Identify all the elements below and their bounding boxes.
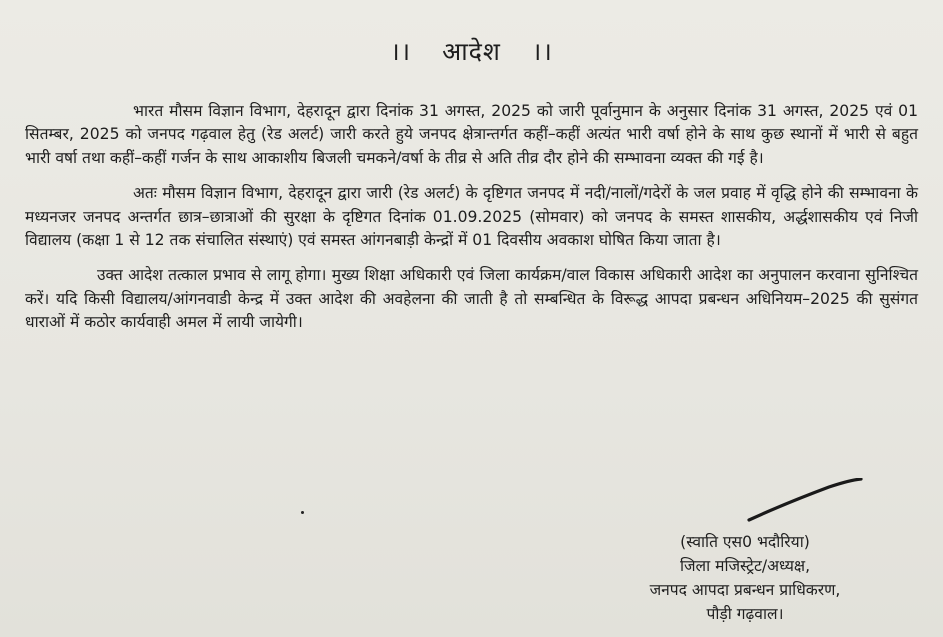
ink-dot [301,511,304,514]
order-body [25,100,918,347]
signatory-block [580,530,910,626]
signatory-place: पौड़ी गढ़वाल। [706,605,784,623]
signatory-authority: जनपद आपदा प्रबन्धन प्राधिकरण, [649,581,841,599]
order-title: ।। आदेश ।। [390,37,553,66]
signatory-designation: जिला मजिस्ट्रेट/अध्यक्ष, [679,557,811,575]
paragraph-school-holiday: अतः मौसम विज्ञान विभाग, देहरादून द्वारा जारी (रेड अलर्ट) के दृष्टिगत जनपद में नदी/नालों/गदेरों के जल प्रवाह में वृद्धि होने की सम्भावना के मध्यनजर जनपद अन्तर्गत छात्र–छात्राओं की सुरक्षा के दृष्टिगत दिनांक 01.09.2025 (सोमवार) को जनपद के समस्त शासकीय, अर्द्धशासकीय एवं निजी विद्यालय (कक्षा 1 से 12 तक संचालित संस्थाएं) एवं समस्त आंगनबाड़ी केन्द्रों में 01 दिवसीय अवकाश घोषित किया जाता है। [25,184,918,250]
paragraph-compliance: उक्त आदेश तत्काल प्रभाव से लागू होगा। मुख्य शिक्षा अधिकारी एवं जिला कार्यक्रम/वाल विकास अधिकारी आदेश का अनुपालन करवाना सुनिश्चित करें। यदि किसी विद्यालय/आंगनवाडी केन्द्र में उक्त आदेश की अवहेलना की जाती है तो सम्बन्धित के विरूद्ध आपदा प्रबन्धन अधिनियम–2025 की सुसंगत धाराओं में कठोर कार्यवाही अमल में लायी जायेगी। [25,266,918,332]
paragraph-weather-forecast: भारत मौसम विज्ञान विभाग, देहरादून द्वारा दिनांक 31 अगस्त, 2025 को जारी पूर्वानुमान के अनुसार दिनांक 31 अगस्त, 2025 एवं 01 सितम्बर, 2025 को जनपद गढ़वाल हेतु (रेड अलर्ट) जारी करते हुये जनपद क्षेत्रान्तर्गत कहीं–कहीं अत्यंत भारी वर्षा होने के साथ कुछ स्थानों में भारी से बहुत भारी वर्षा तथा कहीं–कहीं गर्जन के साथ आकाशीय बिजली चमकने/वर्षा के तीव्र से अति तीव्र दौर होने की सम्भावना व्यक्त की गई है। [25,102,918,167]
signatory-name: (स्वाति एस0 भदौरिया) [680,533,810,551]
signature-stroke-icon [745,478,865,523]
